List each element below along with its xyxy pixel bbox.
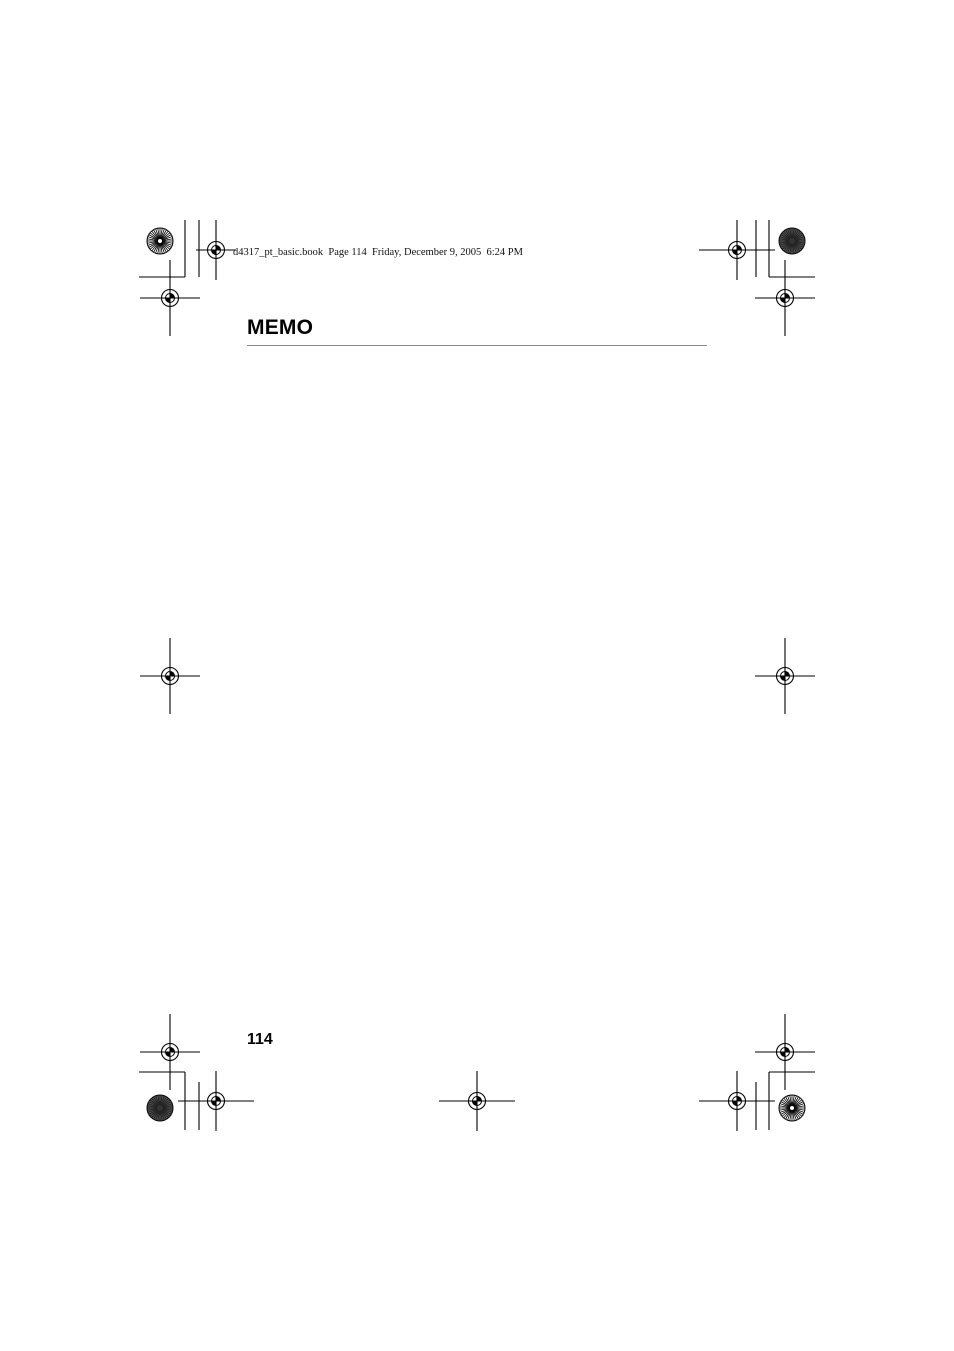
starburst-dial-icon (779, 228, 805, 254)
registration-target-icon (140, 260, 200, 336)
registration-target-icon (140, 1014, 200, 1090)
page-title: MEMO (247, 316, 314, 339)
starburst-dial-icon (147, 228, 173, 254)
registration-target-icon (439, 1071, 515, 1131)
registration-target-icon (699, 1071, 775, 1131)
book-slug-line: d4317_pt_basic.book Page 114 Friday, December 9, 2005 6:24 PM (233, 247, 523, 258)
page-number: 114 (247, 1031, 273, 1048)
registration-target-icon (699, 220, 775, 280)
registration-target-icon (755, 260, 815, 336)
starburst-dial-icon (779, 1095, 805, 1121)
starburst-dial-icon (147, 1095, 173, 1121)
registration-target-icon (140, 638, 200, 714)
registration-target-icon (196, 220, 236, 280)
registration-target-icon (755, 1014, 815, 1090)
registration-target-icon (178, 1071, 254, 1131)
title-underline-rule (247, 345, 707, 346)
registration-target-icon (755, 638, 815, 714)
